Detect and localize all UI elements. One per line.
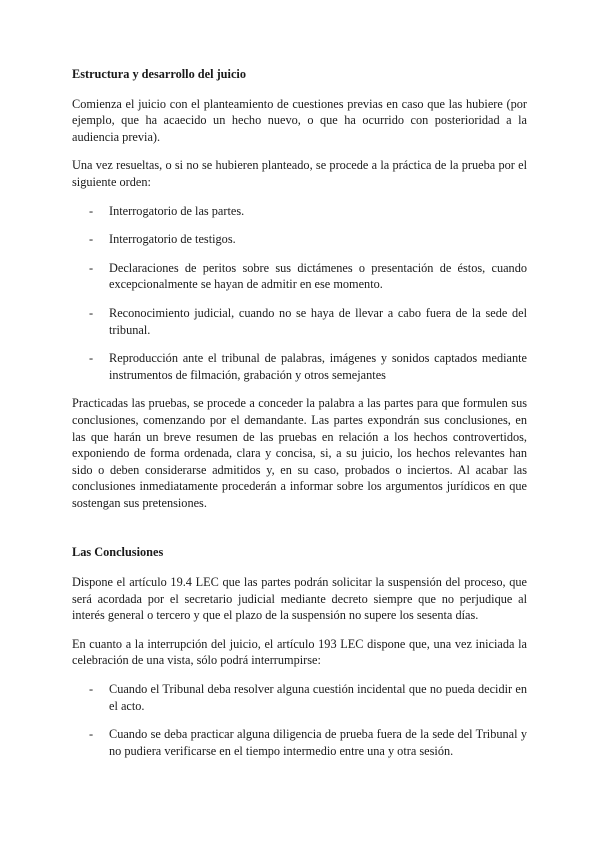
list-item-text: Interrogatorio de testigos.	[109, 232, 236, 247]
list-item-text: Reconocimiento judicial, cuando no se haya de llevar a cabo fuera de la sede del tribunal.	[109, 305, 527, 337]
list-item	[72, 231, 527, 248]
interruption-list	[72, 681, 527, 759]
dash-bullet: -	[89, 351, 94, 366]
paragraph: Dispone el artículo 19.4 LEC que las partes podrán solicitar la suspensión del proceso, que será acordada por el secretario judicial mediante decreto siempre que no perjudique al interés general o tercero y que el plazo de la suspensión no supere los sesenta días.	[72, 575, 527, 623]
dash-bullet: -	[89, 682, 94, 697]
dash-bullet: -	[89, 727, 94, 742]
dash-bullet: -	[89, 260, 94, 275]
paragraph: En cuanto a la interrupción del juicio, el artículo 193 LEC dispone que, una vez iniciada la celebración de una vista, sólo podrá interrumpirse:	[72, 636, 527, 668]
list-item-text: Reproducción ante el tribunal de palabras, imágenes y sonidos captados mediante instrumentos de filmación, grabación y otros semejantes	[109, 351, 527, 382]
dash-bullet: -	[89, 305, 94, 320]
list-item-text: Interrogatorio de las partes.	[109, 203, 245, 218]
list-item-text: Cuando el Tribunal deba resolver alguna cuestión incidental que no pueda decidir en el acto.	[109, 682, 527, 713]
document-body	[72, 66, 527, 771]
list-item	[72, 203, 527, 220]
paragraph: Comienza el juicio con el planteamiento de cuestiones previas en caso que las hubiere (por ejemplo, que ha acaecido un hecho nuevo, o que ha ocurrido con posterioridad a la audiencia previa).	[72, 96, 527, 144]
dash-bullet: -	[89, 203, 94, 218]
section-spacer	[72, 523, 527, 544]
evidence-order-list	[72, 203, 527, 384]
section-heading-conclusiones: Las Conclusiones	[72, 545, 164, 560]
paragraph: Practicadas las pruebas, se procede a conceder la palabra a las partes para que formulen sus conclusiones, comenzando por el demandante. Las partes expondrán sus conclusiones, en las que harán un breve resumen de las pruebas en relación a los hechos controvertidos, exponiendo de forma ordenada, clara y concisa, si, a su juicio, los hechos relevantes han sido o deben considerarse admitidos y, en su caso, probados o inciertos. Al acabar las conclusiones inmediatamente procederán a informar sobre los argumentos jurídicos en que sostengan sus pretensiones.	[72, 396, 527, 510]
paragraph: Una vez resueltas, o si no se hubieren planteado, se procede a la práctica de la prueba por el siguiente orden:	[72, 158, 527, 189]
list-item	[72, 305, 527, 338]
list-item-text: Cuando se deba practicar alguna diligencia de prueba fuera de la sede del Tribunal y no pudiera verificarse en el tiempo intermedio entre una y otra sesión.	[109, 727, 527, 758]
list-item-text: Declaraciones de peritos sobre sus dictámenes o presentación de éstos, cuando excepcionalmente se hayan de admitir en ese momento.	[109, 260, 527, 292]
dash-bullet: -	[89, 232, 94, 247]
list-item	[72, 681, 527, 714]
list-item	[72, 350, 527, 383]
list-item	[72, 260, 527, 293]
section-heading-estructura: Estructura y desarrollo del juicio	[72, 67, 246, 81]
list-item	[72, 726, 527, 759]
